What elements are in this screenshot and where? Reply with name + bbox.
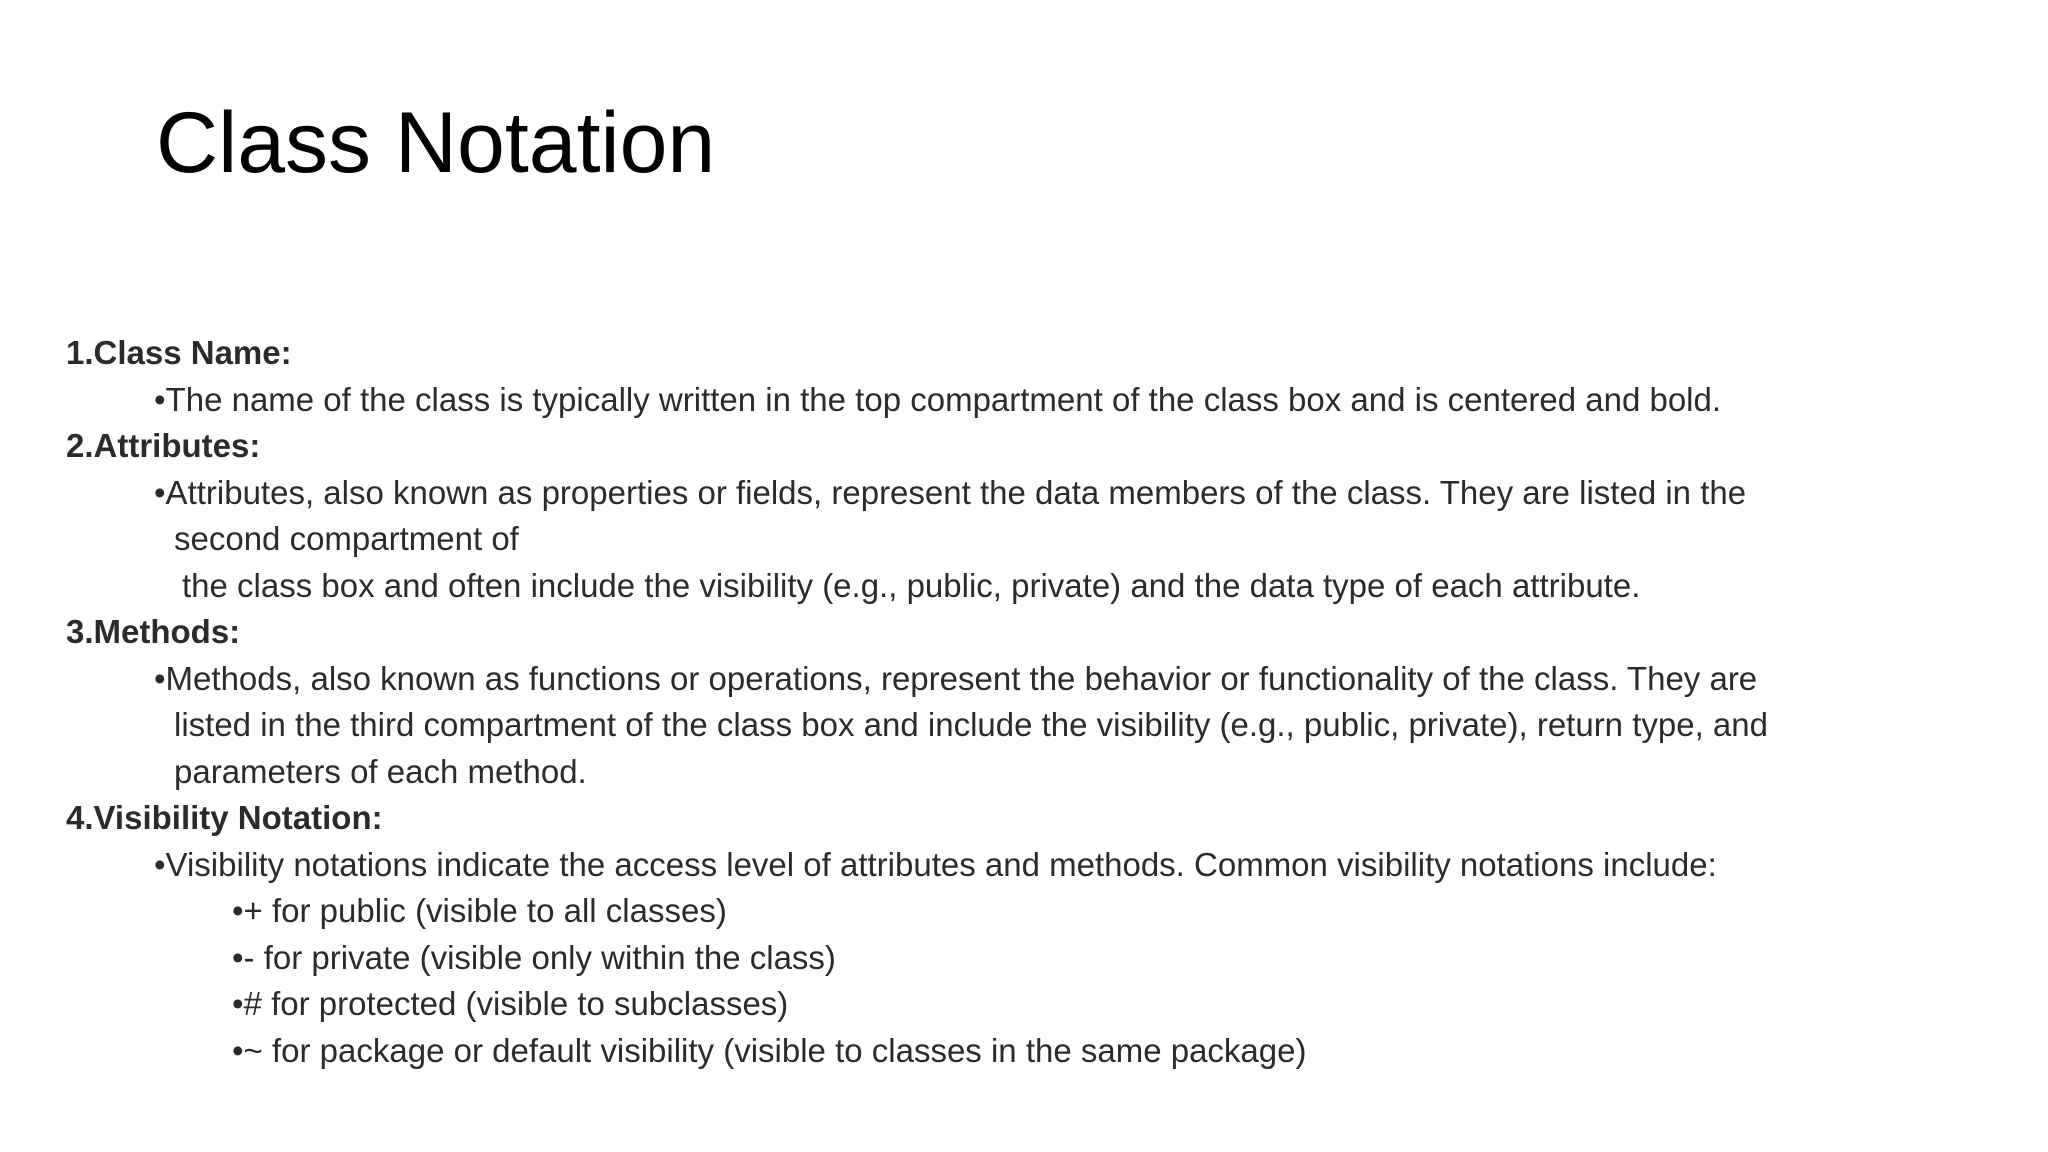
section-heading-attributes: 2.Attributes: — [66, 427, 261, 464]
bullet-visibility-intro: •Visibility notations indicate the access level of attributes and methods. Common visibility notations include: — [154, 845, 1717, 883]
sub-bullet-public: •+ for public (visible to all classes) — [232, 892, 727, 929]
section-heading-class-name: 1.Class Name: — [66, 334, 292, 371]
bullet-methods-line-1: •Methods, also known as functions or operations, represent the behavior or functionality of the class. They are — [154, 659, 1758, 697]
section-heading-methods: 3.Methods: — [66, 613, 241, 650]
section-heading-visibility: 4.Visibility Notation: — [66, 799, 383, 836]
sub-bullet-protected: •# for protected (visible to subclasses) — [232, 985, 789, 1022]
slide-title: Class Notation — [156, 95, 716, 191]
sub-bullet-private: •- for private (visible only within the class) — [232, 938, 836, 976]
bullet-methods-line-3: parameters of each method. — [174, 752, 587, 790]
bullet-attributes-line-1: •Attributes, also known as properties or fields, represent the data members of the class. They are listed in the — [154, 473, 1747, 511]
bullet-attributes-line-2: second compartment of — [174, 520, 519, 557]
sub-bullet-package: •~ for package or default visibility (visible to classes in the same package) — [232, 1031, 1307, 1069]
bullet-methods-line-2: listed in the third compartment of the class box and include the visibility (e.g., public, private), return type, and — [174, 706, 1768, 743]
bullet-attributes-line-3: the class box and often include the visibility (e.g., public, private) and the data type of each attribute. — [182, 566, 1641, 604]
bullet-class-name: •The name of the class is typically written in the top compartment of the class box and is centered and bold. — [154, 380, 1722, 418]
